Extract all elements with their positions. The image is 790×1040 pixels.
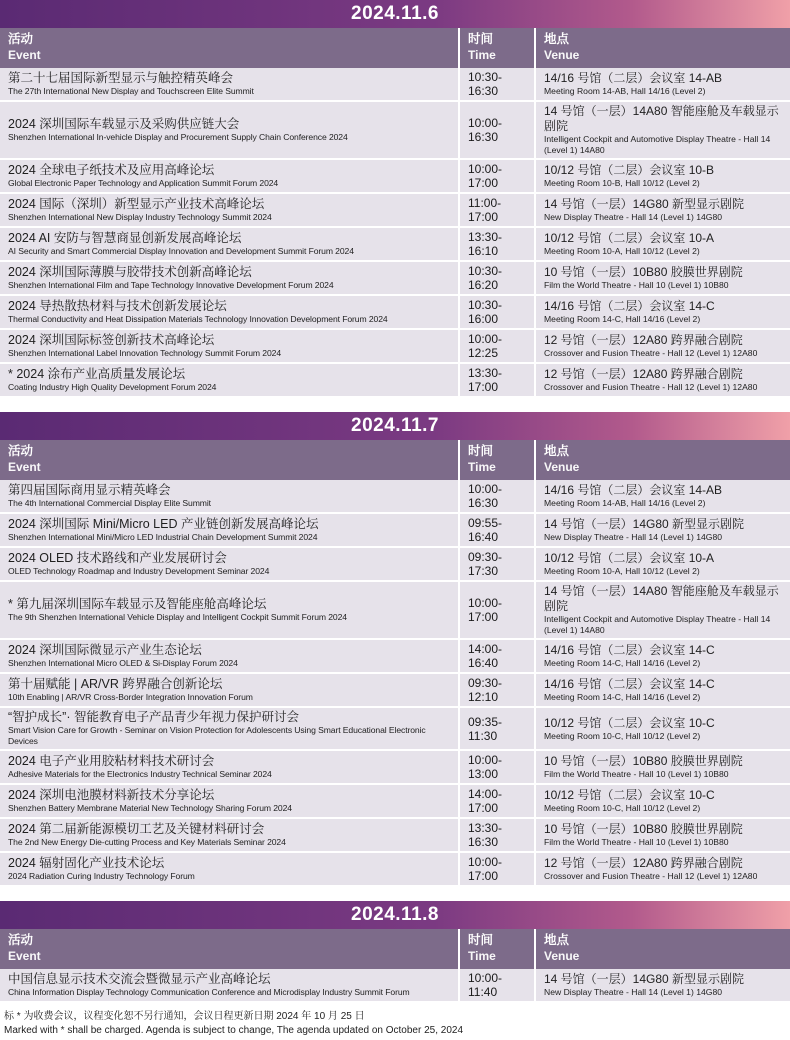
- event-title-en: 10th Enabling | AR/VR Cross-Border Integration Innovation Forum: [8, 692, 253, 702]
- day-section: [0, 0, 790, 398]
- table-row: [0, 68, 790, 102]
- venue-en: Meeting Room 14-C, Hall 14/16 (Level 2): [544, 314, 701, 324]
- day-date-header: 2024.11.7: [0, 412, 790, 440]
- event-title-en: Coating Industry High Quality Development Forum 2024: [8, 382, 217, 392]
- venue-cell: [536, 548, 790, 580]
- time-cell: 09:35-11:30: [460, 708, 536, 749]
- time-cell: 13:30-16:10: [460, 228, 536, 260]
- column-header-row: [0, 929, 790, 969]
- table-row: [0, 819, 790, 853]
- venue-zh: 14/16 号馆（二层）会议室 14-C: [544, 299, 715, 313]
- venue-en: Meeting Room 10-A, Hall 10/12 (Level 2): [544, 246, 700, 256]
- table-row: [0, 102, 790, 160]
- event-title-zh: 2024 AI 安防与智慧商显创新发展高峰论坛: [8, 231, 242, 245]
- table-row: [0, 480, 790, 514]
- event-title-zh: 2024 深圳电池膜材料新技术分享论坛: [8, 788, 215, 802]
- venue-cell: [536, 708, 790, 749]
- column-time: 时间 Time: [460, 28, 536, 68]
- venue-en: New Display Theatre - Hall 14 (Level 1) 14G80: [544, 532, 723, 542]
- event-title-zh: 2024 国际（深圳）新型显示产业技术高峰论坛: [8, 197, 265, 211]
- table-row: [0, 194, 790, 228]
- venue-cell: [536, 751, 790, 783]
- venue-zh: 14 号馆（一层）14G80 新型显示剧院: [544, 197, 745, 211]
- table-row: [0, 674, 790, 708]
- event-cell: [0, 674, 460, 706]
- event-title-en: Shenzhen International Mini/Micro LED Industrial Chain Development Summit 2024: [8, 532, 318, 542]
- venue-zh: 10/12 号馆（二层）会议室 10-B: [544, 163, 715, 177]
- event-title-en: OLED Technology Roadmap and Industry Development Seminar 2024: [8, 566, 270, 576]
- venue-zh: 14/16 号馆（二层）会议室 14-AB: [544, 71, 723, 85]
- venue-en: Meeting Room 14-C, Hall 14/16 (Level 2): [544, 658, 701, 668]
- event-title-en: Shenzhen International New Display Industry Technology Summit 2024: [8, 212, 272, 222]
- time-cell: 10:00-12:25: [460, 330, 536, 362]
- day-date-header: 2024.11.8: [0, 901, 790, 929]
- venue-en: Crossover and Fusion Theatre - Hall 12 (Level 1) 12A80: [544, 348, 758, 358]
- event-title-zh: 2024 导热散热材料与技术创新发展论坛: [8, 299, 227, 313]
- time-cell: 13:30-16:30: [460, 819, 536, 851]
- venue-cell: [536, 228, 790, 260]
- event-title-en: Thermal Conductivity and Heat Dissipation Materials Technology Innovation Development Forum 2024: [8, 314, 388, 324]
- table-row: [0, 969, 790, 1003]
- time-cell: 09:30-12:10: [460, 674, 536, 706]
- event-cell: [0, 296, 460, 328]
- day-date-header: 2024.11.6: [0, 0, 790, 28]
- table-row: [0, 262, 790, 296]
- event-title-en: The 2nd New Energy Die-cutting Process and Key Materials Seminar 2024: [8, 837, 286, 847]
- venue-zh: 10 号馆（一层）10B80 胶膜世界剧院: [544, 754, 743, 768]
- event-title-zh: 2024 深圳国际标签创新技术高峰论坛: [8, 333, 215, 347]
- time-cell: 10:00-16:30: [460, 102, 536, 158]
- venue-en: Crossover and Fusion Theatre - Hall 12 (Level 1) 12A80: [544, 871, 758, 881]
- venue-cell: [536, 582, 790, 638]
- event-title-zh: 2024 深圳国际车载显示及采购供应链大会: [8, 117, 240, 131]
- column-event: 活动 Event: [0, 929, 460, 969]
- event-title-zh: 2024 电子产业用胶粘材料技术研讨会: [8, 754, 215, 768]
- table-row: [0, 330, 790, 364]
- table-row: [0, 160, 790, 194]
- event-title-zh: 第十届赋能 | AR/VR 跨界融合创新论坛: [8, 677, 223, 691]
- time-cell: 10:00-11:40: [460, 969, 536, 1001]
- event-title-en: Shenzhen International Micro OLED & Si-Display Forum 2024: [8, 658, 238, 668]
- venue-zh: 14/16 号馆（二层）会议室 14-C: [544, 677, 715, 691]
- event-title-en: China Information Display Technology Communication Conference and Microdisplay Industry Summit Forum: [8, 987, 410, 997]
- venue-zh: 12 号馆（一层）12A80 跨界融合剧院: [544, 333, 743, 347]
- time-cell: 10:00-17:00: [460, 582, 536, 638]
- event-cell: [0, 160, 460, 192]
- time-cell: 14:00-16:40: [460, 640, 536, 672]
- table-row: [0, 582, 790, 640]
- venue-en: Intelligent Cockpit and Automotive Display Theatre - Hall 14 (Level 1) 14A80: [544, 614, 771, 635]
- event-title-en: Shenzhen Battery Membrane Material New Technology Sharing Forum 2024: [8, 803, 292, 813]
- venue-en: New Display Theatre - Hall 14 (Level 1) 14G80: [544, 212, 723, 222]
- time-cell: 14:00-17:00: [460, 785, 536, 817]
- venue-zh: 14 号馆（一层）14G80 新型显示剧院: [544, 972, 745, 986]
- venue-en: Meeting Room 14-C, Hall 14/16 (Level 2): [544, 692, 701, 702]
- event-cell: [0, 969, 460, 1001]
- time-cell: 09:30-17:30: [460, 548, 536, 580]
- table-row: [0, 708, 790, 751]
- footnote-en: Marked with * shall be charged. Agenda is subject to change, The agenda updated on October 25, 2024: [4, 1025, 464, 1036]
- event-cell: [0, 582, 460, 638]
- venue-en: Meeting Room 14-AB, Hall 14/16 (Level 2): [544, 86, 706, 96]
- day-rows: [0, 480, 790, 887]
- time-cell: 09:55-16:40: [460, 514, 536, 546]
- event-title-zh: “智护成长”· 智能教育电子产品青少年视力保护研讨会: [8, 710, 299, 724]
- event-cell: [0, 364, 460, 396]
- venue-zh: 12 号馆（一层）12A80 跨界融合剧院: [544, 367, 743, 381]
- event-title-en: The 9th Shenzhen International Vehicle Display and Intelligent Cockpit Summit Forum 2024: [8, 612, 347, 622]
- event-title-en: Global Electronic Paper Technology and Application Summit Forum 2024: [8, 178, 279, 188]
- day-rows: [0, 68, 790, 398]
- venue-zh: 14 号馆（一层）14A80 智能座舱及车载显示剧院: [544, 584, 779, 613]
- venue-zh: 10/12 号馆（二层）会议室 10-C: [544, 715, 715, 730]
- venue-cell: [536, 480, 790, 512]
- venue-zh: 14/16 号馆（二层）会议室 14-AB: [544, 483, 723, 497]
- venue-zh: 14/16 号馆（二层）会议室 14-C: [544, 643, 715, 657]
- venue-zh: 12 号馆（一层）12A80 跨界融合剧院: [544, 856, 743, 870]
- event-title-zh: 2024 深圳国际薄膜与胶带技术创新高峰论坛: [8, 265, 252, 279]
- column-time: 时间 Time: [460, 929, 536, 969]
- table-row: [0, 228, 790, 262]
- column-time: 时间 Time: [460, 440, 536, 480]
- event-cell: [0, 330, 460, 362]
- day-section: [0, 412, 790, 887]
- event-title-zh: * 2024 涂布产业高质量发展论坛: [8, 367, 186, 381]
- venue-cell: [536, 785, 790, 817]
- event-cell: [0, 68, 460, 100]
- venue-en: Intelligent Cockpit and Automotive Display Theatre - Hall 14 (Level 1) 14A80: [544, 134, 771, 155]
- venue-cell: [536, 674, 790, 706]
- day-section: [0, 901, 790, 1003]
- event-title-zh: 2024 辐射固化产业技术论坛: [8, 856, 165, 870]
- time-cell: 10:00-16:30: [460, 480, 536, 512]
- event-cell: [0, 819, 460, 851]
- footnote-zh: 标 * 为收费会议，议程变化恕不另行通知，会议日程更新日期 2024 年 10 月 25 日: [4, 1011, 365, 1022]
- event-cell: [0, 853, 460, 885]
- column-header-row: [0, 440, 790, 480]
- venue-zh: 10 号馆（一层）10B80 胶膜世界剧院: [544, 822, 743, 836]
- venue-en: Film the World Theatre - Hall 10 (Level 1) 10B80: [544, 769, 729, 779]
- table-row: [0, 751, 790, 785]
- event-title-zh: 第四届国际商用显示精英峰会: [8, 483, 171, 497]
- table-row: [0, 296, 790, 330]
- time-cell: 11:00-17:00: [460, 194, 536, 226]
- venue-en: Film the World Theatre - Hall 10 (Level 1) 10B80: [544, 837, 729, 847]
- event-cell: [0, 228, 460, 260]
- time-cell: 10:00-13:00: [460, 751, 536, 783]
- event-title-en: Adhesive Materials for the Electronics Industry Technical Seminar 2024: [8, 769, 272, 779]
- event-title-zh: 2024 深圳国际微显示产业生态论坛: [8, 643, 202, 657]
- event-title-en: The 27th International New Display and Touchscreen Elite Summit: [8, 86, 254, 96]
- event-title-en: The 4th International Commercial Display Elite Summit: [8, 498, 211, 508]
- venue-cell: [536, 969, 790, 1001]
- event-title-en: Shenzhen International In-vehicle Display and Procurement Supply Chain Conference 2024: [8, 132, 348, 142]
- footnote: [0, 1003, 790, 1038]
- venue-en: Meeting Room 10-C, Hall 10/12 (Level 2): [544, 803, 701, 813]
- event-cell: [0, 480, 460, 512]
- venue-cell: [536, 364, 790, 396]
- table-row: [0, 853, 790, 887]
- venue-cell: [536, 853, 790, 885]
- table-row: [0, 548, 790, 582]
- venue-cell: [536, 160, 790, 192]
- time-cell: 10:30-16:00: [460, 296, 536, 328]
- venue-zh: 14 号馆（一层）14A80 智能座舱及车载显示剧院: [544, 104, 779, 133]
- table-row: [0, 514, 790, 548]
- venue-cell: [536, 819, 790, 851]
- time-cell: 13:30-17:00: [460, 364, 536, 396]
- event-title-en: AI Security and Smart Commercial Display Innovation and Development Summit Forum 2024: [8, 246, 354, 256]
- event-cell: [0, 708, 460, 749]
- event-cell: [0, 194, 460, 226]
- event-title-zh: 中国信息显示技术交流会暨微显示产业高峰论坛: [8, 972, 271, 986]
- venue-cell: [536, 68, 790, 100]
- venue-cell: [536, 514, 790, 546]
- venue-en: Film the World Theatre - Hall 10 (Level 1) 10B80: [544, 280, 729, 290]
- event-cell: [0, 102, 460, 158]
- column-event: 活动 Event: [0, 28, 460, 68]
- venue-cell: [536, 296, 790, 328]
- venue-zh: 10 号馆（一层）10B80 胶膜世界剧院: [544, 265, 743, 279]
- venue-zh: 10/12 号馆（二层）会议室 10-A: [544, 231, 715, 245]
- venue-cell: [536, 330, 790, 362]
- event-title-zh: 2024 第二届新能源模切工艺及关键材料研讨会: [8, 822, 265, 836]
- event-title-en: Shenzhen International Film and Tape Technology Innovative Development Forum 2024: [8, 280, 334, 290]
- venue-zh: 10/12 号馆（二层）会议室 10-A: [544, 551, 715, 565]
- table-row: [0, 364, 790, 398]
- event-cell: [0, 640, 460, 672]
- venue-zh: 10/12 号馆（二层）会议室 10-C: [544, 788, 715, 802]
- event-title-en: Smart Vision Care for Growth - Seminar on Vision Protection for Adolescents Using Smart Educational Electronic Devices: [8, 725, 426, 746]
- venue-en: Meeting Room 10-C, Hall 10/12 (Level 2): [544, 730, 701, 741]
- day-rows: [0, 969, 790, 1003]
- event-cell: [0, 514, 460, 546]
- event-title-zh: 2024 深圳国际 Mini/Micro LED 产业链创新发展高峰论坛: [8, 517, 319, 531]
- event-title-en: 2024 Radiation Curing Industry Technology Forum: [8, 871, 195, 881]
- column-venue: 地点 Venue: [544, 444, 580, 474]
- venue-cell: [536, 262, 790, 294]
- event-cell: [0, 262, 460, 294]
- column-venue: 地点 Venue: [544, 933, 580, 963]
- venue-cell: [536, 194, 790, 226]
- event-title-zh: 第二十七届国际新型显示与触控精英峰会: [8, 71, 234, 85]
- venue-zh: 14 号馆（一层）14G80 新型显示剧院: [544, 517, 745, 531]
- table-row: [0, 785, 790, 819]
- venue-en: New Display Theatre - Hall 14 (Level 1) 14G80: [544, 987, 723, 997]
- column-venue: 地点 Venue: [544, 32, 580, 62]
- venue-en: Meeting Room 10-A, Hall 10/12 (Level 2): [544, 566, 700, 576]
- column-header-row: [0, 28, 790, 68]
- venue-en: Crossover and Fusion Theatre - Hall 12 (Level 1) 12A80: [544, 382, 758, 392]
- event-title-zh: * 第九届深圳国际车载显示及智能座舱高峰论坛: [8, 597, 267, 611]
- event-cell: [0, 751, 460, 783]
- event-cell: [0, 548, 460, 580]
- time-cell: 10:00-17:00: [460, 160, 536, 192]
- venue-en: Meeting Room 14-AB, Hall 14/16 (Level 2): [544, 498, 706, 508]
- event-title-zh: 2024 全球电子纸技术及应用高峰论坛: [8, 163, 215, 177]
- venue-en: Meeting Room 10-B, Hall 10/12 (Level 2): [544, 178, 700, 188]
- time-cell: 10:30-16:20: [460, 262, 536, 294]
- event-title-zh: 2024 OLED 技术路线和产业发展研讨会: [8, 551, 227, 565]
- table-row: [0, 640, 790, 674]
- event-cell: [0, 785, 460, 817]
- time-cell: 10:30-16:30: [460, 68, 536, 100]
- venue-cell: [536, 640, 790, 672]
- column-event: 活动 Event: [0, 440, 460, 480]
- venue-cell: [536, 102, 790, 158]
- event-title-en: Shenzhen International Label Innovation Technology Summit Forum 2024: [8, 348, 281, 358]
- time-cell: 10:00-17:00: [460, 853, 536, 885]
